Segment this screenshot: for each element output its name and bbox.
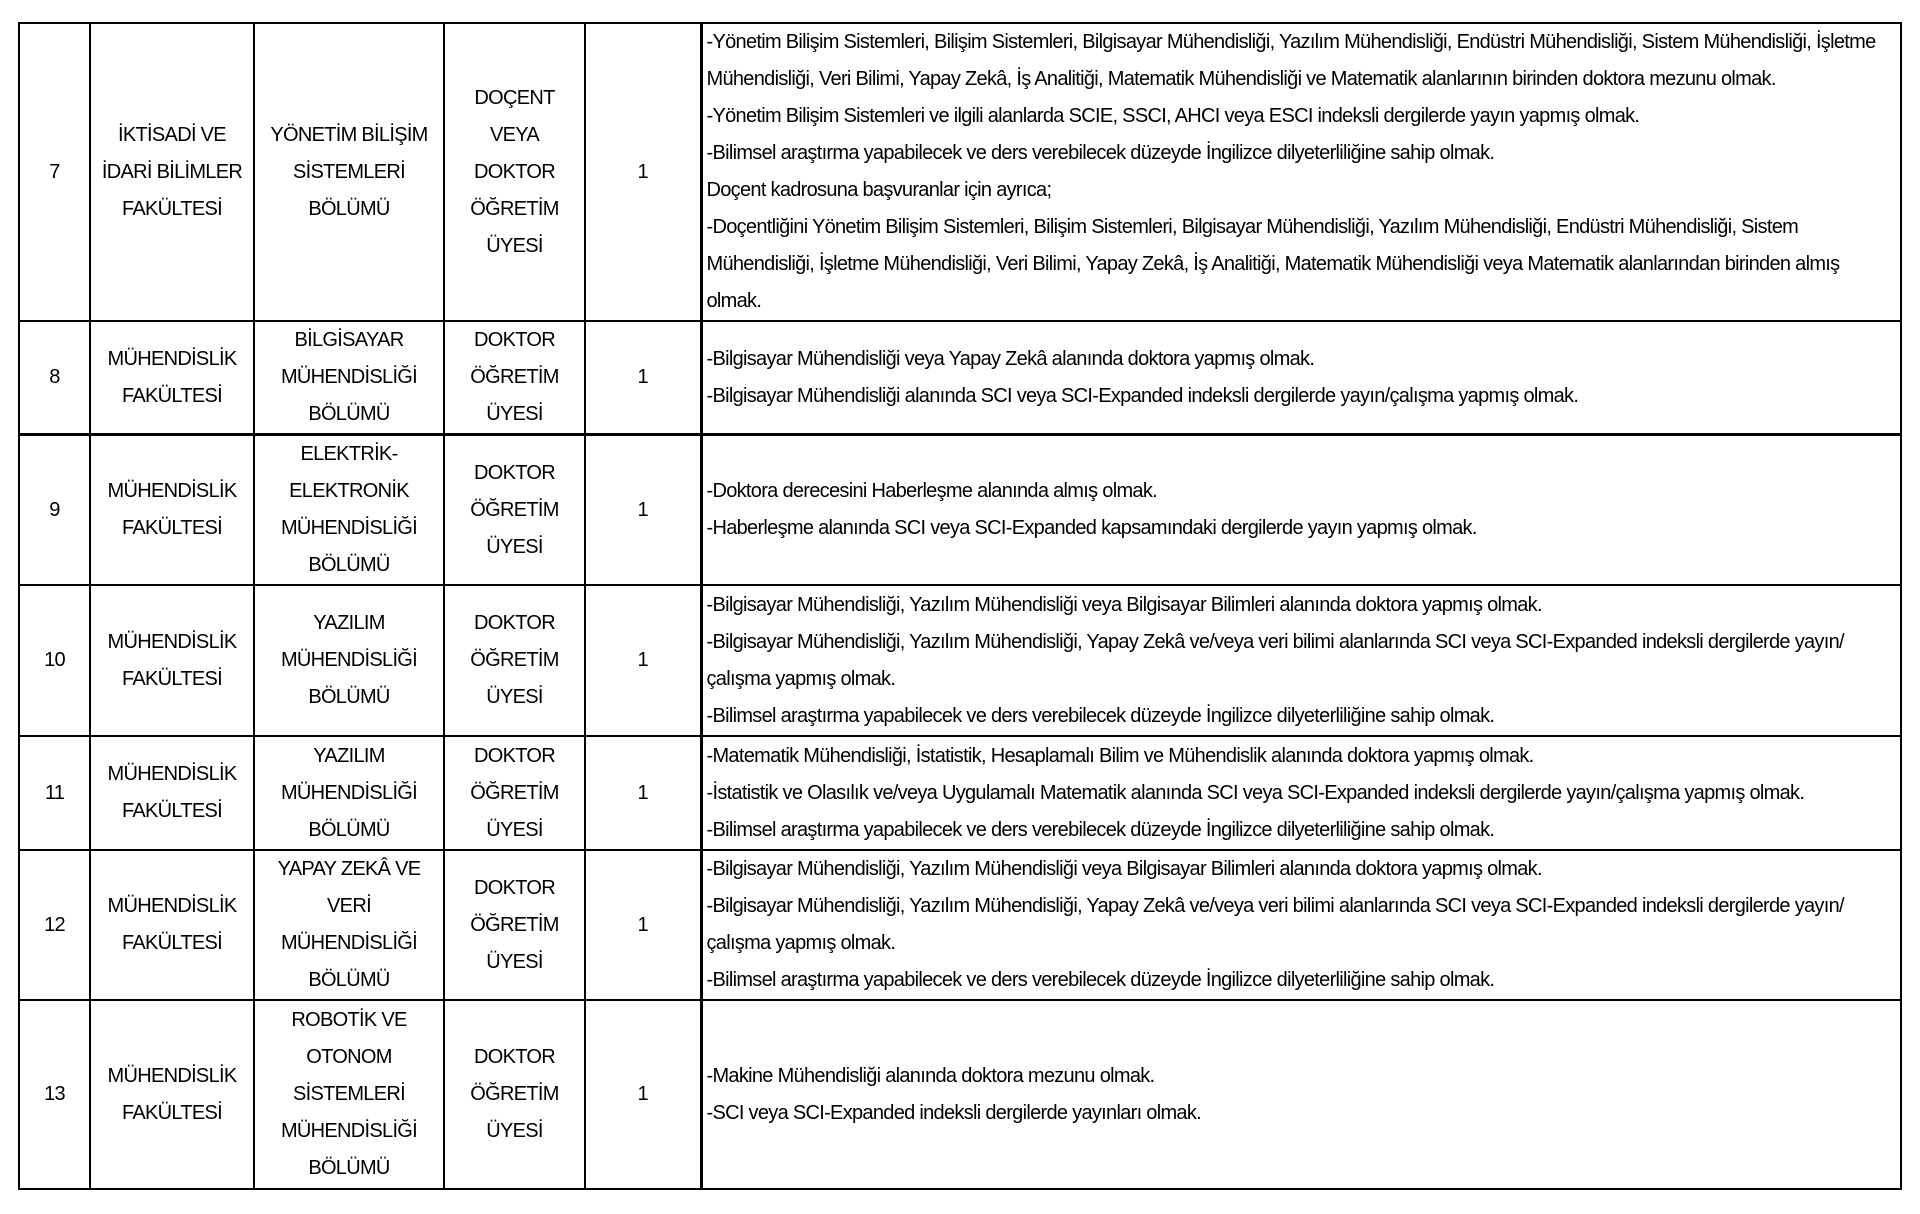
requirements-cell-line: -SCI veya SCI-Expanded indeksli dergilerde yayınları olmak. bbox=[706, 1101, 1202, 1124]
department-cell-line: YAPAY ZEKÂ VE bbox=[277, 858, 421, 880]
requirements-cell-line: -Bilgisayar Mühendisliği, Yazılım Mühendisliği, Yapay Zekâ ve/veya veri bilimi alanlarında SCI veya SCI-Expanded indeksli dergilerde yayın/çalışma yapmış olmak. bbox=[706, 630, 1844, 690]
requirements-cell-line: -Yönetim Bilişim Sistemleri, Bilişim Sistemleri, Bilgisayar Mühendisliği, Yazılım Mühendisliği, Endüstri Mühendisliği, Sistem Mühendisliği, İşletme Mühendisliği, Veri Bilimi, Yapay Zekâ, İş Analitiği, Matematik Mühendisliği ve Matematik alanlarının birinden doktora mezunu olmak. bbox=[706, 31, 1876, 90]
department-cell-line: BÖLÜMÜ bbox=[308, 969, 390, 991]
requirements-cell-line: -Bilimsel araştırma yapabilecek ve ders verebilecek düzeyde İngilizce dilyeterliliğine sahip olmak. bbox=[706, 142, 1495, 164]
position-title-cell-line: ÖĞRETİM bbox=[470, 649, 559, 671]
requirements-cell bbox=[701, 585, 1901, 736]
faculty-cell-line: MÜHENDİSLİK bbox=[107, 480, 237, 502]
row-number-cell: 9 bbox=[19, 435, 90, 586]
position-title-cell-line: ÖĞRETİM bbox=[470, 1083, 559, 1105]
department-cell-line: BÖLÜMÜ bbox=[308, 197, 390, 220]
requirements-cell-line: -Bilgisayar Mühendisliği, Yazılım Mühendisliği, Yapay Zekâ ve/veya veri bilimi alanlarında SCI veya SCI-Expanded indeksli dergilerde yayın/çalışma yapmış olmak. bbox=[706, 895, 1844, 954]
position-title-cell bbox=[444, 1000, 585, 1189]
faculty-cell-line: MÜHENDİSLİK bbox=[107, 347, 237, 370]
table-row bbox=[19, 736, 1901, 850]
department-cell-line: MÜHENDİSLİĞİ bbox=[280, 649, 418, 671]
faculty-cell bbox=[90, 23, 254, 321]
position-title-cell-line: DOKTOR bbox=[474, 461, 555, 484]
position-title-cell-line: DOKTOR bbox=[474, 876, 555, 899]
department-cell-line: BÖLÜMÜ bbox=[308, 686, 390, 708]
faculty-cell-line: MÜHENDİSLİK bbox=[107, 895, 237, 917]
row-number-cell: 7 bbox=[19, 23, 90, 321]
department-cell-line: OTONOM bbox=[306, 1046, 392, 1068]
department-cell-line: MÜHENDİSLİĞİ bbox=[280, 366, 418, 388]
requirements-cell bbox=[701, 321, 1901, 435]
position-count-cell: 1 bbox=[585, 1000, 701, 1189]
department-cell bbox=[254, 850, 444, 1000]
table-row bbox=[19, 435, 1901, 586]
position-title-cell bbox=[444, 850, 585, 1000]
position-title-cell-line: DOKTOR bbox=[474, 329, 555, 351]
faculty-cell bbox=[90, 736, 254, 850]
department-cell-line: YAZILIM bbox=[313, 612, 385, 634]
faculty-cell-line: FAKÜLTESİ bbox=[121, 667, 223, 690]
position-title-cell-line: ÜYESİ bbox=[486, 686, 543, 708]
position-title-cell bbox=[444, 321, 585, 435]
department-cell-line: BÖLÜMÜ bbox=[308, 403, 390, 425]
faculty-cell bbox=[90, 1000, 254, 1189]
position-title-cell-line: ÖĞRETİM bbox=[470, 781, 559, 804]
department-cell-line: BÖLÜMÜ bbox=[308, 1157, 390, 1179]
requirements-cell-line: -Bilgisayar Mühendisliği, Yazılım Mühendisliği veya Bilgisayar Bilimleri alanında doktora yapmış olmak. bbox=[706, 858, 1542, 880]
department-cell-line: VERİ bbox=[327, 895, 371, 917]
department-cell-line: BÖLÜMÜ bbox=[308, 554, 390, 576]
position-title-cell-line: ÜYESİ bbox=[486, 950, 543, 973]
table-row bbox=[19, 321, 1901, 435]
faculty-cell-line: MÜHENDİSLİK bbox=[107, 763, 237, 785]
department-cell-line: SİSTEMLERİ bbox=[293, 160, 405, 183]
row-number-cell: 11 bbox=[19, 736, 90, 850]
department-cell bbox=[254, 23, 444, 321]
department-cell-line: ELEKTRONİK bbox=[289, 480, 409, 502]
department-cell-line: MÜHENDİSLİĞİ bbox=[280, 1120, 418, 1142]
requirements-cell-line: Doçent kadrosuna başvuranlar için ayrıca; bbox=[706, 179, 1052, 201]
faculty-cell bbox=[90, 850, 254, 1000]
requirements-cell-line: -Matematik Mühendisliği, İstatistik, Hesaplamalı Bilim ve Mühendislik alanında doktora yapmış olmak. bbox=[706, 744, 1534, 767]
position-count-cell: 1 bbox=[585, 23, 701, 321]
row-number-cell: 8 bbox=[19, 321, 90, 435]
department-cell-line: ELEKTRİK- bbox=[300, 443, 398, 465]
faculty-cell-line: FAKÜLTESİ bbox=[121, 384, 223, 407]
department-cell bbox=[254, 321, 444, 435]
department-cell-line: MÜHENDİSLİĞİ bbox=[280, 517, 418, 539]
requirements-cell-line: -İstatistik ve Olasılık ve/veya Uygulamalı Matematik alanında SCI veya SCI-Expanded indeksli dergilerde yayın/çalışma yapmış olmak. bbox=[706, 781, 1805, 804]
row-number-cell: 13 bbox=[19, 1000, 90, 1189]
faculty-cell-line: FAKÜLTESİ bbox=[121, 197, 223, 220]
department-cell-line: BÖLÜMÜ bbox=[308, 818, 390, 841]
requirements-cell-line: -Doçentliğini Yönetim Bilişim Sistemleri, Bilişim Sistemleri, Bilgisayar Mühendisliği, Yazılım Mühendisliği, Endüstri Mühendisliği, Sistem Mühendisliği, İşletme Mühendisliği, Veri Bilimi, Yapay Zekâ, İş Analitiği, Matematik Mühendisliği veya Matematik alanlarından birinden almış olmak. bbox=[706, 216, 1840, 312]
faculty-cell-line: İKTİSADİ VE bbox=[118, 123, 226, 146]
department-cell bbox=[254, 435, 444, 586]
department-cell bbox=[254, 1000, 444, 1189]
faculty-cell-line: FAKÜLTESİ bbox=[121, 517, 223, 539]
position-title-cell bbox=[444, 585, 585, 736]
faculty-cell-line: FAKÜLTESİ bbox=[121, 932, 223, 954]
table-row bbox=[19, 1000, 1901, 1189]
position-count-cell: 1 bbox=[585, 435, 701, 586]
faculty-cell-line: FAKÜLTESİ bbox=[121, 800, 223, 822]
table-row bbox=[19, 585, 1901, 736]
requirements-cell-line: -Bilgisayar Mühendisliği, Yazılım Mühendisliği veya Bilgisayar Bilimleri alanında doktora yapmış olmak. bbox=[706, 593, 1542, 616]
department-cell bbox=[254, 736, 444, 850]
position-title-cell bbox=[444, 23, 585, 321]
table-row bbox=[19, 850, 1901, 1000]
position-count-cell: 1 bbox=[585, 850, 701, 1000]
row-number-cell: 12 bbox=[19, 850, 90, 1000]
faculty-cell-line: İDARİ BİLİMLER bbox=[101, 160, 243, 183]
position-title-cell bbox=[444, 435, 585, 586]
requirements-cell-line: -Bilgisayar Mühendisliği alanında SCI veya SCI-Expanded indeksli dergilerde yayın/çalışma yapmış olmak. bbox=[706, 384, 1579, 407]
requirements-cell bbox=[701, 435, 1901, 586]
department-cell-line: MÜHENDİSLİĞİ bbox=[280, 932, 418, 954]
faculty-cell-line: MÜHENDİSLİK bbox=[107, 630, 237, 653]
requirements-cell-line: -Bilgisayar Mühendisliği veya Yapay Zekâ alanında doktora yapmış olmak. bbox=[706, 347, 1315, 370]
department-cell-line: YAZILIM bbox=[313, 744, 385, 767]
requirements-cell-line: -Bilimsel araştırma yapabilecek ve ders verebilecek düzeyde İngilizce dilyeterliliğine sahip olmak. bbox=[706, 818, 1495, 841]
position-title-cell-line: ÖĞRETİM bbox=[470, 498, 559, 521]
position-title-cell-line: ÜYESİ bbox=[486, 1120, 543, 1142]
requirements-cell bbox=[701, 23, 1901, 321]
requirements-cell-line: -Haberleşme alanında SCI veya SCI-Expanded kapsamındaki dergilerde yayın yapmış olmak. bbox=[706, 517, 1477, 539]
faculty-cell-line: FAKÜLTESİ bbox=[121, 1101, 223, 1124]
position-title-cell-line: DOÇENT bbox=[474, 86, 555, 109]
position-count-cell: 1 bbox=[585, 321, 701, 435]
position-title-cell bbox=[444, 736, 585, 850]
position-title-cell-line: DOKTOR bbox=[474, 612, 555, 634]
position-title-cell-line: ÜYESİ bbox=[486, 818, 543, 841]
requirements-cell-line: -Bilimsel araştırma yapabilecek ve ders verebilecek düzeyde İngilizce dilyeterliliğine sahip olmak. bbox=[706, 704, 1495, 727]
requirements-cell bbox=[701, 850, 1901, 1000]
position-title-cell-line: ÜYESİ bbox=[486, 403, 543, 425]
department-cell-line: YÖNETİM BİLİŞİM bbox=[270, 123, 428, 146]
department-cell-line: SİSTEMLERİ bbox=[293, 1083, 405, 1105]
department-cell-line: BİLGİSAYAR bbox=[294, 329, 404, 351]
faculty-positions-table bbox=[18, 22, 1902, 1190]
position-count-cell: 1 bbox=[585, 585, 701, 736]
department-cell-line: MÜHENDİSLİĞİ bbox=[280, 781, 418, 804]
requirements-cell-line: -Makine Mühendisliği alanında doktora mezunu olmak. bbox=[706, 1064, 1155, 1087]
faculty-cell bbox=[90, 435, 254, 586]
table-row bbox=[19, 23, 1901, 321]
position-title-cell-line: ÖĞRETİM bbox=[470, 913, 559, 936]
position-count-cell: 1 bbox=[585, 736, 701, 850]
requirements-cell-line: -Yönetim Bilişim Sistemleri ve ilgili alanlarda SCIE, SSCI, AHCI veya ESCI indeksli dergilerde yayın yapmış olmak. bbox=[706, 105, 1640, 127]
faculty-cell-line: MÜHENDİSLİK bbox=[107, 1064, 237, 1087]
requirements-cell-line: -Doktora derecesini Haberleşme alanında almış olmak. bbox=[706, 480, 1157, 502]
position-title-cell-line: DOKTOR bbox=[474, 744, 555, 767]
requirements-cell-line: -Bilimsel araştırma yapabilecek ve ders verebilecek düzeyde İngilizce dilyeterliliğine sahip olmak. bbox=[706, 969, 1495, 991]
row-number-cell: 10 bbox=[19, 585, 90, 736]
position-title-cell-line: DOKTOR bbox=[474, 160, 555, 183]
position-title-cell-line: ÜYESİ bbox=[486, 234, 543, 257]
department-cell-line: ROBOTİK VE bbox=[291, 1009, 407, 1031]
department-cell bbox=[254, 585, 444, 736]
position-title-cell-line: ÖĞRETİM bbox=[470, 366, 559, 388]
table-body bbox=[19, 23, 1901, 1189]
position-title-cell-line: ÖĞRETİM bbox=[470, 197, 559, 220]
requirements-cell bbox=[701, 1000, 1901, 1189]
faculty-cell bbox=[90, 585, 254, 736]
requirements-cell bbox=[701, 736, 1901, 850]
position-title-cell-line: ÜYESİ bbox=[486, 535, 543, 558]
faculty-cell bbox=[90, 321, 254, 435]
position-title-cell-line: VEYA bbox=[489, 123, 540, 146]
position-title-cell-line: DOKTOR bbox=[474, 1046, 555, 1068]
